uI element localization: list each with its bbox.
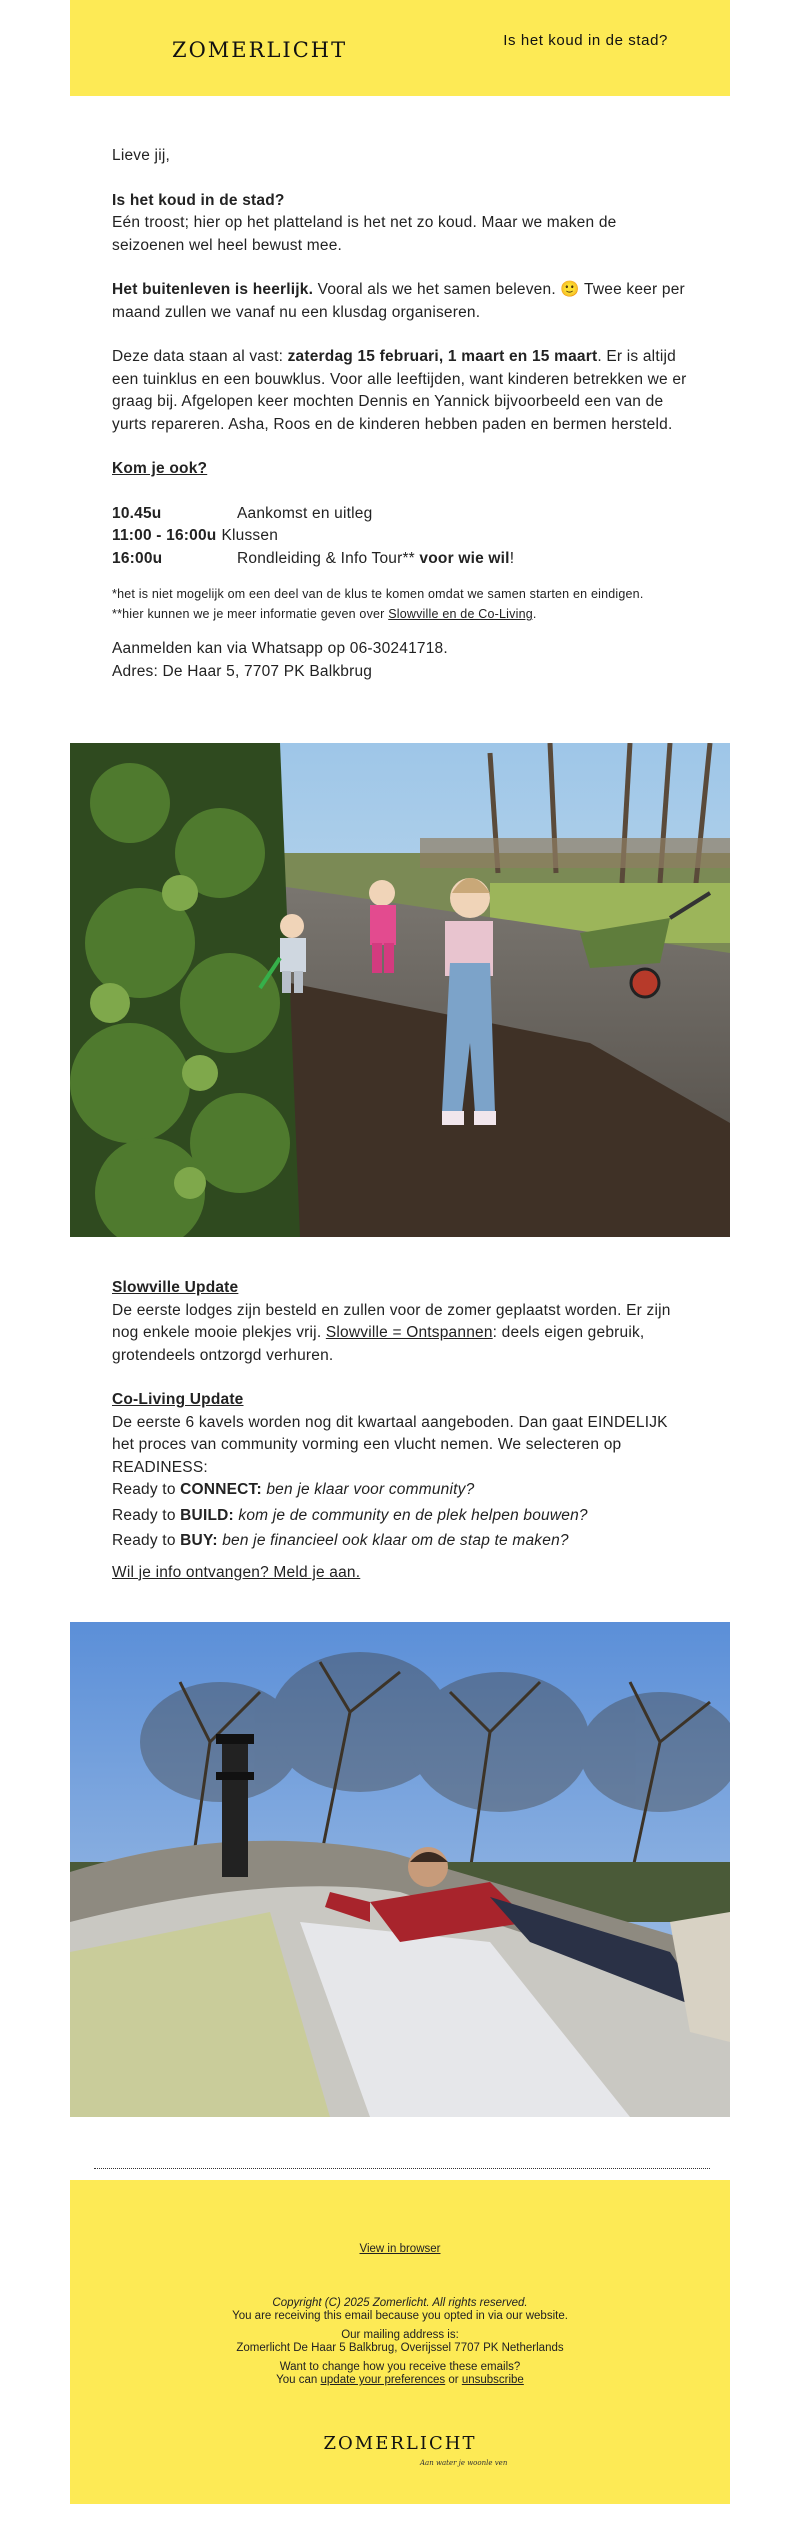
schedule-time: 16:00u bbox=[112, 549, 163, 567]
updates-section bbox=[70, 1237, 730, 1622]
ready-text: ben je financieel ook klaar om de stap te maken? bbox=[217, 1532, 569, 1549]
receiving-reason: You are receiving this email because you opted in via our website. bbox=[232, 2310, 568, 2322]
dotted-divider bbox=[94, 2168, 710, 2169]
unsubscribe-link[interactable]: unsubscribe bbox=[461, 2374, 524, 2386]
schedule-time: 10.45u bbox=[112, 504, 162, 522]
intro-paragraph-2 bbox=[112, 279, 688, 324]
intro-heading: Is het koud in de stad? bbox=[112, 191, 285, 209]
ready-word: BUILD: bbox=[180, 1506, 234, 1524]
intro-paragraph-3 bbox=[112, 346, 688, 436]
copyright-text: Copyright (C) 2025 Zomerlicht. All rights reserved. bbox=[272, 2297, 528, 2309]
ready-prefix: Ready to bbox=[112, 1481, 181, 1498]
slowville-paragraph bbox=[112, 1300, 688, 1368]
schedule-desc: Aankomst en uitleg bbox=[237, 504, 373, 522]
kom-je-ook-heading: Kom je ook? bbox=[112, 460, 208, 477]
footnote-2-start: **hier kunnen we je meer informatie geven over bbox=[112, 607, 389, 621]
photo-yurt-roof bbox=[70, 1622, 730, 2117]
mailing-address: Zomerlicht De Haar 5 Balkbrug, Overijssel 7707 PK Netherlands bbox=[236, 2342, 564, 2354]
signup-whatsapp: Aanmelden kan via Whatsapp op 06-30241718. bbox=[112, 640, 448, 657]
view-in-browser-link[interactable]: View in browser bbox=[359, 2243, 441, 2255]
garden-photo-illustration bbox=[70, 743, 730, 1237]
slowville-ontspannen-link[interactable]: Slowville = Ontspannen bbox=[325, 1324, 493, 1341]
preferences-line bbox=[70, 2374, 730, 2387]
ready-prefix: Ready to bbox=[112, 1532, 181, 1549]
schedule-desc: Klussen bbox=[221, 527, 279, 544]
mailing-label: Our mailing address is: bbox=[341, 2329, 459, 2341]
footnote-1: *het is niet mogelijk om een deel van de klus te komen omdat we samen starten en eindigen. bbox=[112, 587, 644, 601]
schedule-row bbox=[112, 548, 688, 571]
greeting: Lieve jij, bbox=[112, 147, 170, 164]
ready-word: BUY: bbox=[180, 1532, 218, 1549]
ready-prefix: Ready to bbox=[112, 1506, 181, 1524]
ready-text: ben je klaar voor community? bbox=[261, 1481, 475, 1498]
intro-p2-bold: Het buitenleven is heerlijk. bbox=[112, 281, 314, 298]
footer-logo[interactable]: ZOMERLICHT bbox=[323, 2433, 477, 2454]
logo-text: ZOMERLICHT bbox=[172, 38, 348, 62]
coliving-paragraph: De eerste 6 kavels worden nog dit kwartaal aangeboden. Dan gaat EINDELIJK het proces van community vorming een vlucht nemen. We selecteren op READINESS: bbox=[112, 1413, 668, 1476]
footer-tagline: Aan water je woonle ven bbox=[420, 2459, 508, 2467]
ready-text: kom je de community en de plek helpen bouwen? bbox=[233, 1506, 588, 1524]
you-can-text: You can bbox=[276, 2374, 321, 2386]
yurt-photo-illustration bbox=[70, 1622, 730, 2117]
or-text: or bbox=[445, 2374, 462, 2386]
schedule-desc bbox=[237, 548, 514, 571]
intro-paragraph-1: Eén troost; hier op het platteland is het net zo koud. Maar we maken de seizoenen wel heel bewust mee. bbox=[112, 214, 617, 254]
intro-p3-rest: . Er is altijd een tuinklus en een bouwklus. Voor alle leeftijden, want kinderen betrekken we er graag bij. Afgelopen keer mochten Dennis en Yannick bijvoorbeeld een van de yurts repareren. Asha, Roos en de kinderen hebben paden en bermen hersteld. bbox=[112, 348, 687, 433]
intro-p3-start: Deze data staan al vast: bbox=[112, 348, 288, 365]
klusdag-dates: zaterdag 15 februari, 1 maart en 15 maart bbox=[287, 348, 598, 365]
coliving-heading: Co-Living Update bbox=[112, 1391, 244, 1408]
email-footer bbox=[70, 2180, 730, 2504]
slowville-heading: Slowville Update bbox=[112, 1279, 239, 1296]
update-preferences-link[interactable]: update your preferences bbox=[320, 2374, 446, 2386]
email-header bbox=[70, 0, 730, 96]
photo-children-garden bbox=[70, 743, 730, 1237]
ready-connect bbox=[112, 1479, 688, 1502]
schedule-desc-text: Rondleiding & Info Tour** bbox=[237, 549, 420, 567]
footnote-2 bbox=[112, 604, 688, 624]
schedule bbox=[112, 503, 688, 571]
zomerlicht-logo[interactable] bbox=[172, 38, 347, 62]
schedule-desc-bold: voor wie wil bbox=[419, 549, 510, 567]
intro-p2-rest: Vooral als we het samen beleven. 🙂 Twee keer per maand zullen we vanaf nu een klusdag organiseren. bbox=[112, 281, 685, 321]
ready-build bbox=[112, 1505, 688, 1528]
intro-section bbox=[70, 96, 730, 743]
ready-buy bbox=[112, 1530, 688, 1553]
footnote-2-end: . bbox=[532, 607, 537, 621]
meld-je-aan-link[interactable]: Wil je info ontvangen? Meld je aan. bbox=[112, 1563, 361, 1581]
schedule-time: 11:00 - 16:00u bbox=[112, 527, 217, 544]
schedule-row bbox=[112, 503, 688, 526]
ready-word: CONNECT: bbox=[180, 1481, 262, 1498]
slowville-p-start: De eerste lodges zijn besteld en zullen voor de zomer geplaatst worden. Er zijn nog enkele mooie plekjes vrij. bbox=[112, 1301, 671, 1341]
signup-address: Adres: De Haar 5, 7707 PK Balkbrug bbox=[112, 662, 373, 680]
slowville-p-end: : deels eigen gebruik, grotendeels ontzorgd verhuren. bbox=[112, 1324, 645, 1364]
change-question: Want to change how you receive these emails? bbox=[279, 2361, 521, 2373]
divider-spacer bbox=[70, 2117, 730, 2170]
slowville-coliving-link[interactable]: Slowville en de Co-Living bbox=[388, 607, 533, 621]
header-title: Is het koud in de stad? bbox=[503, 32, 668, 49]
schedule-desc-tail: ! bbox=[509, 549, 515, 567]
schedule-row bbox=[112, 525, 688, 548]
